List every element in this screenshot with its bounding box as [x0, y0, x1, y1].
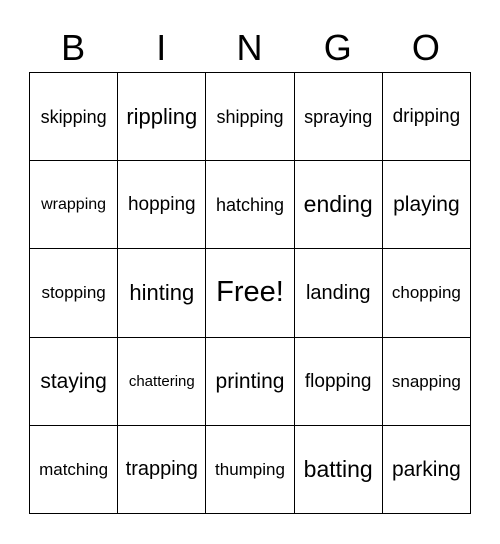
header-letter-b: B [61, 27, 86, 68]
header-letter-o: O [411, 27, 440, 68]
bingo-cell-r5-c3[interactable]: thumping [206, 426, 294, 514]
bingo-cell-r5-c1[interactable]: matching [30, 426, 118, 514]
bingo-cell-r5-c5[interactable]: parking [383, 426, 471, 514]
header-letter-i: I [156, 27, 167, 68]
header-letter-g: G [323, 27, 352, 68]
bingo-cell-r2-c2[interactable]: hopping [118, 161, 206, 249]
bingo-cell-r3-c2[interactable]: hinting [118, 249, 206, 337]
bingo-cell-r1-c4[interactable]: spraying [295, 73, 383, 161]
bingo-cell-r4-c2[interactable]: chattering [118, 338, 206, 426]
bingo-cell-r2-c5[interactable]: playing [383, 161, 471, 249]
bingo-header [29, 24, 470, 72]
bingo-cell-r1-c5[interactable]: dripping [383, 73, 471, 161]
bingo-cell-r3-c1[interactable]: stopping [30, 249, 118, 337]
bingo-cell-r2-c3[interactable]: hatching [206, 161, 294, 249]
bingo-cell-r3-c5[interactable]: chopping [383, 249, 471, 337]
bingo-cell-r4-c5[interactable]: snapping [383, 338, 471, 426]
header-letter-n: N [236, 27, 263, 68]
bingo-cell-r2-c1[interactable]: wrapping [30, 161, 118, 249]
bingo-cell-r4-c3[interactable]: printing [206, 338, 294, 426]
bingo-cell-r2-c4[interactable]: ending [295, 161, 383, 249]
bingo-cell-r1-c1[interactable]: skipping [30, 73, 118, 161]
bingo-cell-r4-c1[interactable]: staying [30, 338, 118, 426]
bingo-cell-free-space[interactable]: Free! [206, 249, 294, 337]
bingo-cell-r1-c2[interactable]: rippling [118, 73, 206, 161]
bingo-cell-r4-c4[interactable]: flopping [295, 338, 383, 426]
bingo-cell-r5-c2[interactable]: trapping [118, 426, 206, 514]
bingo-cell-r5-c4[interactable]: batting [295, 426, 383, 514]
bingo-cell-r1-c3[interactable]: shipping [206, 73, 294, 161]
bingo-cell-r3-c4[interactable]: landing [295, 249, 383, 337]
bingo-board [29, 72, 471, 514]
